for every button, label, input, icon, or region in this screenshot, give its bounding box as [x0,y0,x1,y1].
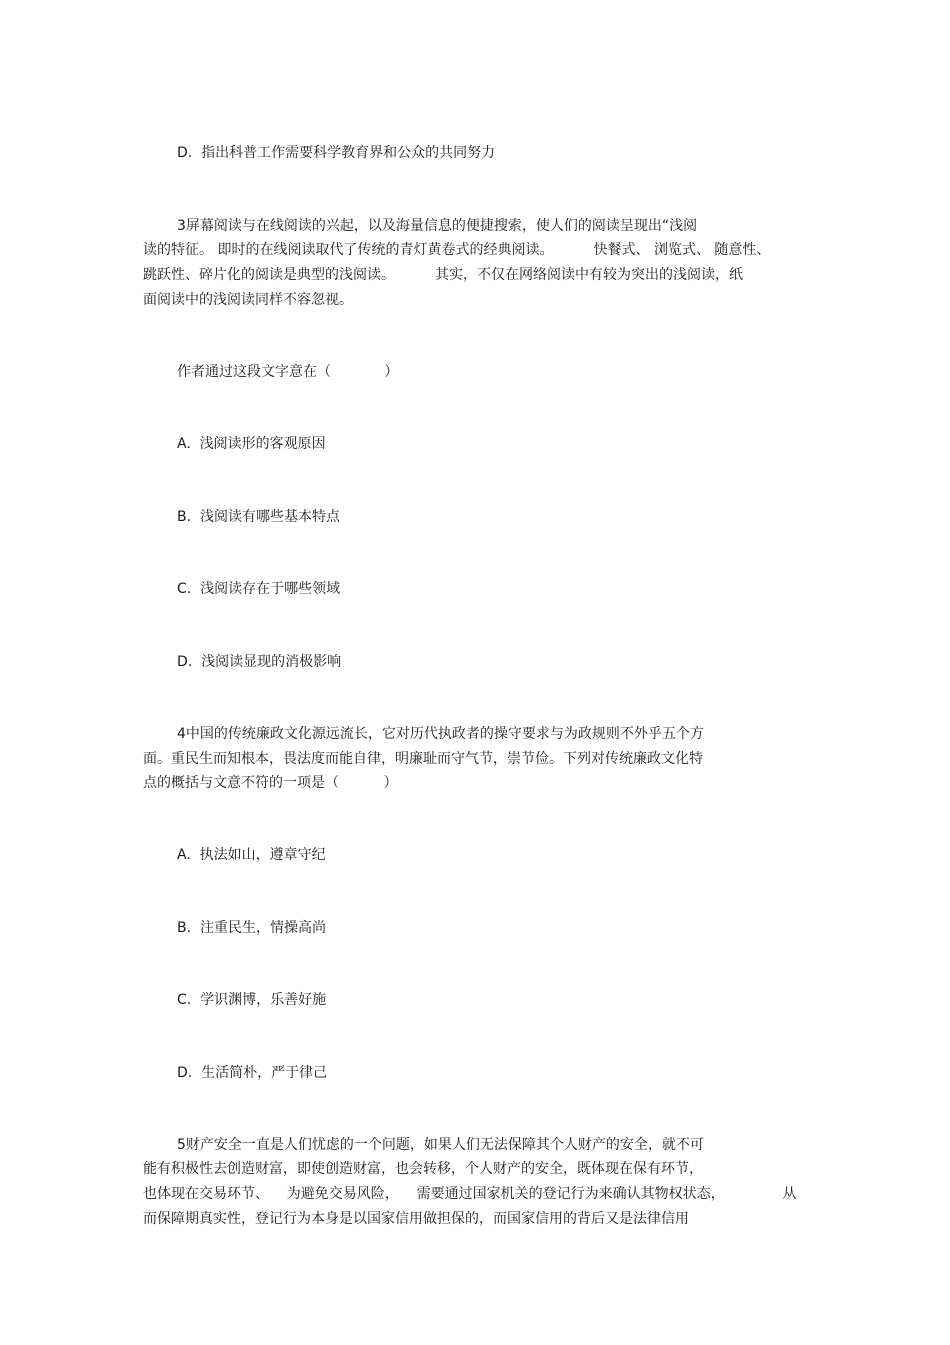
q3-passage-line: 面阅读中的浅阅读同样不容忽视。 [143,292,353,308]
q3-option-d: D. 浅阅读显现的消极影响 [177,654,342,670]
q5-passage-line: 能有积极性去创造财富，即使创造财富，也会转移，个人财产的安全，既体现在保有环节， [143,1161,703,1177]
q4-option-c: C. 学识渊博，乐善好施 [177,992,327,1008]
q4-option-d: D. 生活简朴，严于律己 [177,1065,328,1081]
q3-question: 作者通过这段文字意在（ ） [177,364,399,380]
q4-passage-line: 点的概括与文意不符的一项是（ ） [143,775,398,791]
q4-passage-line: 4中国的传统廉政文化源远流长，它对历代执政者的操守要求与为政规则不外乎五个方 [177,726,704,742]
q4-option-a: A. 执法如山，遵章守纪 [177,847,326,863]
q3-passage-line: 跳跃性、碎片化的阅读是典型的浅阅读。 其实，不仅在网络阅读中有较为突出的浅阅读，纸 [143,267,744,283]
q2-option-d: D. 指出科普工作需要科学教育界和公众的共同努力 [177,145,496,161]
q3-passage-line: 3屏幕阅读与在线阅读的兴起，以及海量信息的便捷搜索，使人们的阅读呈现出“浅阅 [177,218,698,234]
q5-passage-line: 5财产安全一直是人们忧虑的一个问题，如果人们无法保障其个人财产的安全，就不可 [177,1137,704,1153]
q4-passage-line: 面。重民生而知根本，畏法度而能自律，明廉耻而守气节，崇节俭。下列对传统廉政文化特 [143,751,703,767]
q5-passage-line: 也体现在交易环节、 为避免交易风险， 需要通过国家机关的登记行为来确认其物权状态， 从 [143,1186,797,1202]
q5-passage-line: 而保障期真实性，登记行为本身是以国家信用做担保的，而国家信用的背后又是法律信用 [143,1211,689,1227]
q3-option-a: A. 浅阅读形的客观原因 [177,436,326,452]
q3-passage-line: 读的特征。 即时的在线阅读取代了传统的青灯黄卷式的经典阅读。 快餐式、 浏览式、 随意性、 [143,242,771,258]
q4-option-b: B. 注重民生，情操高尚 [177,920,326,936]
q3-option-b: B. 浅阅读有哪些基本特点 [177,509,340,525]
q3-option-c: C. 浅阅读存在于哪些领域 [177,581,341,597]
